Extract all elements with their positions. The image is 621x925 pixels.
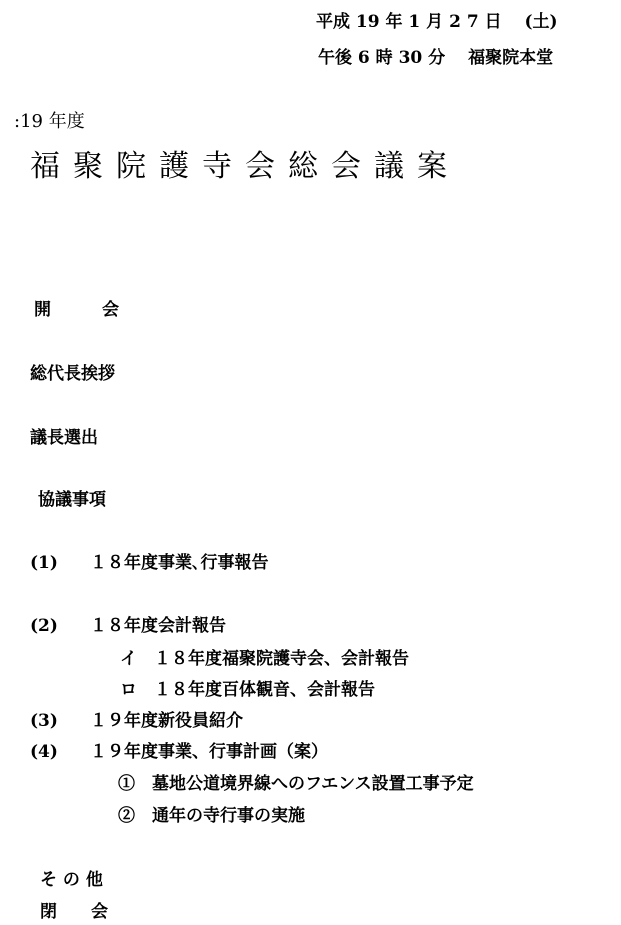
subitem-ro: ロ １８年度百体観音、会計報告 xyxy=(120,680,375,700)
agenda-item-text: １９年度事業、行事計画（案） xyxy=(90,742,328,762)
document-title: 福聚院護寺会総会議案 xyxy=(30,149,460,184)
agenda-item-number: (1) xyxy=(30,553,58,573)
agenda-item-number: (2) xyxy=(30,616,58,636)
subitem-i: イ １８年度福聚院護寺会、会計報告 xyxy=(120,649,409,669)
section-closing: 閉 会 xyxy=(40,902,108,922)
section-chair-election: 議長選出 xyxy=(30,428,98,448)
section-other: そ の 他 xyxy=(40,870,103,890)
agenda-item-1 xyxy=(30,555,269,572)
section-opening: 開 会 xyxy=(34,300,119,320)
subitem-circled-2: ② 通年の寺行事の実施 xyxy=(118,806,305,826)
subitem-circled-1: ① 墓地公道境界線へのフエンス設置工事予定 xyxy=(118,774,474,794)
section-greeting: 総代長挨拶 xyxy=(30,364,115,384)
meeting-time-place: 午後 6 時 30 分 福聚院本堂 xyxy=(318,48,554,68)
agenda-item-number: (4) xyxy=(30,742,58,762)
agenda-item-text: １９年度新役員紹介 xyxy=(90,711,243,731)
agenda-item-text: １８年度事業､行事報告 xyxy=(90,553,269,573)
meeting-date: 平成 19 年 1 月 2 7 日 (土) xyxy=(316,12,558,32)
agenda-item-2 xyxy=(30,618,226,635)
agenda-item-4 xyxy=(30,744,328,761)
fiscal-year-label: :19 年度 xyxy=(14,111,85,132)
agenda-item-number: (3) xyxy=(30,711,58,731)
section-agenda: 協議事項 xyxy=(38,490,106,510)
agenda-item-3 xyxy=(30,713,243,730)
agenda-item-text: １８年度会計報告 xyxy=(90,616,226,636)
